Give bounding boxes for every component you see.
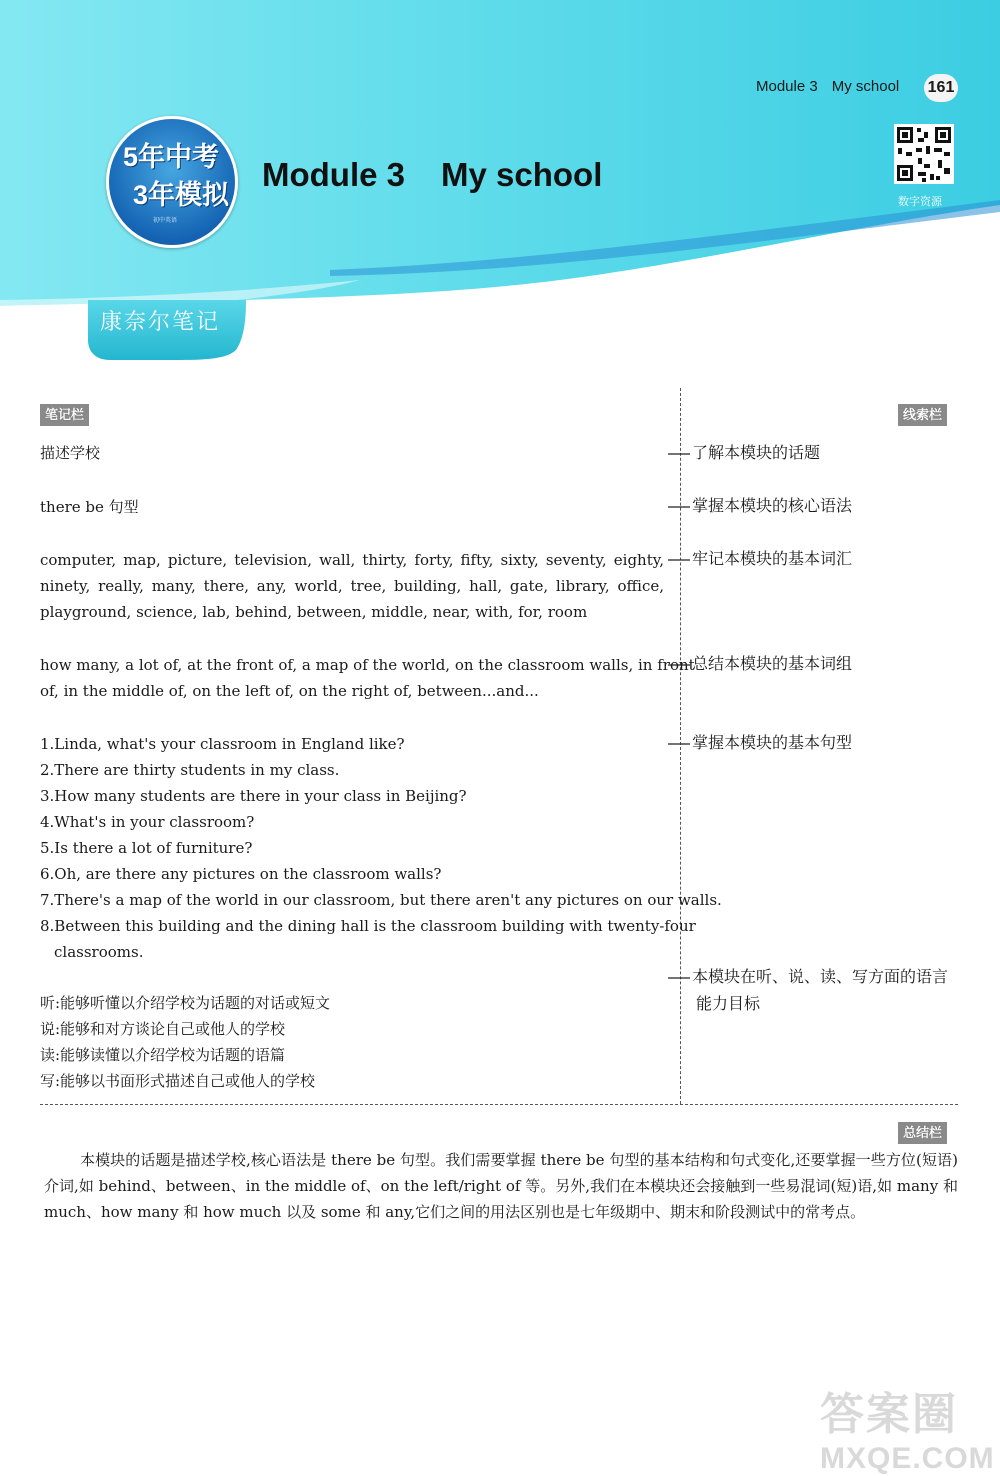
cue-item [668,650,852,677]
notes-topic: 描述学校 [40,444,101,462]
cue-tick-icon [668,449,692,459]
title-topic: My school [441,156,603,193]
summary-text: 本模块的话题是描述学校,核心语法是 there be 句型。我们需要掌握 there be 句型的基本结构和句式变化,还要掌握一些方位(短语)介词,如 behind、between、in the middle of、on the left/right of 等。另外,我们在本模块还会接触到一些易混词(短)语,如 many 和 much、how many 和 how much 以及 some 和 any,它们之间的用法区别也是七年级期中、期末和阶段测试中的常考点。 [44,1151,958,1221]
cue-item [668,439,820,466]
skill-line: 说:能够和对方谈论自己或他人的学校 [40,1020,286,1038]
logo-subline: 初中英语 [153,217,178,224]
title-module: Module 3 [262,156,406,193]
notes-phrases [40,652,695,704]
cue-text: 本模块在听、说、读、写方面的语言 [692,967,949,986]
sentence-line: 8.Between this building and the dining hall is the classroom building with twenty-four [40,917,696,935]
summary-column-label: 总结栏 [898,1122,947,1144]
cue-text: 了解本模块的话题 [692,443,821,462]
sentence-line: 4.What's in your classroom? [40,813,255,831]
cue-text: 牢记本模块的基本词汇 [692,549,853,568]
brand-logo [106,116,238,248]
cornell-notes-badge: 康奈尔笔记 [100,309,221,334]
watermark-top: 答案圈 [820,1390,958,1439]
running-module: Module 3 [756,78,818,95]
cue-text: 总结本模块的基本词组 [692,654,853,673]
phrase-line: of, in the middle of, on the left of, on the right of, between...and... [40,682,539,700]
summary-divider [40,1104,958,1105]
qr-caption: 数字资源 [898,196,942,208]
notes-skills [40,990,664,1094]
cue-item [668,963,948,990]
cue-item [668,729,852,756]
cue-tick-icon [668,660,692,670]
running-head [756,78,899,95]
cue-tick-icon [668,555,692,565]
cue-item [668,545,852,572]
page-number: 161 [924,74,958,102]
cue-tick-icon [668,502,692,512]
sentence-line: classrooms. [54,943,144,961]
cue-tick-icon [668,739,692,749]
watermark-bottom: MXQE.COM [820,1442,995,1475]
sentence-line: 2.There are thirty students in my class. [40,761,340,779]
running-title: My school [831,78,900,95]
watermark [820,1378,995,1476]
page-title [262,156,602,194]
vocabulary-line: computer, map, picture, television, wall, thirty, forty, fifty, sixty, seventy, eighty, [40,551,664,569]
logo-line-2: 3年模拟 [133,180,230,210]
sentence-line: 1.Linda, what's your classroom in England like? [40,735,405,753]
sentence-line: 6.Oh, are there any pictures on the classroom walls? [40,865,442,883]
notes-column-label: 笔记栏 [40,404,89,426]
vocabulary-line: ninety, really, many, there, any, world, tree, building, hall, gate, library, office, [40,577,664,595]
sentence-line: 3.How many students are there in your class in Beijing? [40,787,467,805]
notes-vocabulary [40,547,664,625]
skill-line: 听:能够听懂以介绍学校为话题的对话或短文 [40,994,331,1012]
notes-sentences [40,731,722,965]
sentence-line: 7.There's a map of the world in our classroom, but there aren't any pictures on our walls. [40,891,722,909]
cue-text: 掌握本模块的基本句型 [692,733,853,752]
notes-grammar: there be 句型 [40,498,139,516]
cue-item-continued: 能力目标 [696,994,761,1013]
cue-item [668,492,852,519]
cue-text: 掌握本模块的核心语法 [692,496,853,515]
vocabulary-line: playground, science, lab, behind, between, middle, near, with, for, room [40,603,588,621]
cue-column-label: 线索栏 [898,404,947,426]
qr-code-icon[interactable] [894,124,954,184]
cue-tick-icon [668,973,692,983]
skill-line: 读:能够读懂以介绍学校为话题的语篇 [40,1046,286,1064]
logo-line-1: 5年中考 [123,142,220,172]
phrase-line: how many, a lot of, at the front of, a map of the world, on the classroom walls, in front [40,656,695,674]
skill-line: 写:能够以书面形式描述自己或他人的学校 [40,1072,316,1090]
sentence-line: 5.Is there a lot of furniture? [40,839,253,857]
